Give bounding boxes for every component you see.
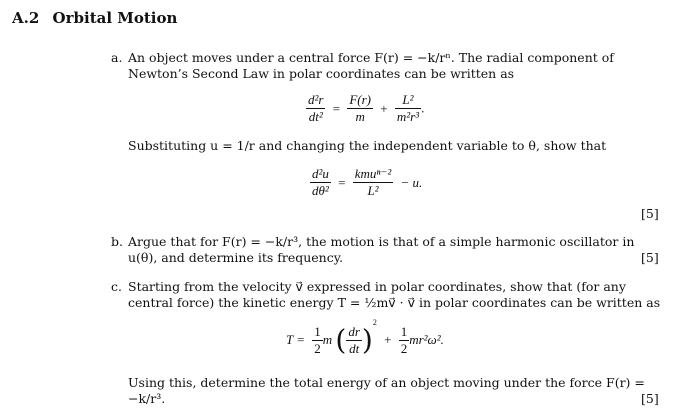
section-heading: [12, 9, 177, 27]
eq1-lhs-fraction: [306, 92, 325, 125]
eq3-plus: +: [384, 332, 392, 348]
part-c-marks: [5]: [641, 391, 659, 406]
eq3-square: 2: [372, 318, 377, 327]
part-c-line2: central force) the kinetic energy T = ½mv⃗ · v⃗ in polar coordinates can be written as: [128, 295, 661, 310]
eq2-lhs-denominator: dθ²: [310, 182, 331, 199]
eq3-lhs: T =: [286, 332, 306, 348]
section-number: A.2: [12, 9, 40, 27]
eq3-half1-numerator: 1: [314, 323, 321, 339]
part-b-label: b.: [111, 234, 123, 249]
eq1-angular-numerator: L²: [402, 92, 414, 107]
eq3-half-fraction-1: [312, 324, 323, 357]
eq3-derivative-numerator: dr: [348, 323, 360, 339]
eq3-half1-denominator: 2: [314, 340, 321, 356]
part-a-line2: Newton’s Second Law in polar coordinates can be written as: [128, 66, 515, 81]
eq3-half2-denominator: 2: [400, 340, 408, 356]
part-b-line2: u(θ), and determine its frequency.: [128, 250, 344, 265]
part-c-line4: −k/r³.: [128, 391, 166, 406]
eq3-right-paren: ): [361, 323, 373, 357]
part-c-label: c.: [111, 279, 122, 294]
eq3-derivative-fraction: [346, 324, 362, 357]
eq2-rhs-denominator: L²: [353, 182, 394, 199]
eq2-lhs-numerator: d²u: [312, 166, 329, 181]
eq1-equals: =: [332, 100, 341, 116]
part-b-marks: [5]: [641, 250, 659, 265]
eq2-rhs-numerator: kmuⁿ⁻²: [354, 166, 392, 181]
eq2-rhs-fraction: [353, 166, 394, 199]
equation-radial: [306, 92, 424, 125]
equation-binet: [310, 166, 426, 199]
eq1-force-denominator: m: [347, 108, 373, 125]
eq3-mass: m: [322, 332, 333, 348]
eq1-lhs-denominator: dt²: [306, 108, 325, 125]
eq1-force-numerator: F(r): [349, 92, 371, 107]
part-a-line3: Substituting u = 1/r and changing the independent variable to θ, show that: [128, 138, 607, 153]
eq3-half2-numerator: 1: [400, 323, 408, 339]
eq1-plus: +: [380, 100, 388, 116]
eq1-angular-fraction: [395, 92, 421, 125]
eq1-period: .: [421, 100, 425, 116]
part-c-line1: Starting from the velocity v⃗ expressed in polar coordinates, show that (for any: [128, 279, 626, 294]
eq1-lhs-numerator: d²r: [308, 92, 324, 107]
eq1-angular-denominator: m²r³: [396, 109, 420, 124]
eq3-rotational-term: mr²ω².: [409, 332, 444, 348]
part-a-label: a.: [111, 50, 123, 65]
part-b-line1: Argue that for F(r) = −k/r³, the motion is that of a simple harmonic oscillator in: [128, 234, 635, 249]
section-title: Orbital Motion: [52, 9, 178, 27]
equation-kinetic-energy: [286, 318, 444, 357]
part-c-line3: Using this, determine the total energy of an object moving under the force F(r) =: [128, 375, 645, 390]
eq3-derivative-denominator: dt: [346, 340, 362, 357]
eq2-minus-u: − u.: [400, 174, 423, 190]
eq2-equals: =: [338, 174, 346, 190]
eq3-half-fraction-2: [399, 324, 410, 357]
eq3-left-paren: (: [335, 323, 347, 357]
part-a-marks: [5]: [641, 206, 659, 221]
eq2-lhs-fraction: [310, 166, 331, 199]
part-a-line1: An object moves under a central force F(r) = −k/rⁿ. The radial component of: [128, 50, 614, 65]
eq1-force-fraction: [347, 92, 373, 125]
